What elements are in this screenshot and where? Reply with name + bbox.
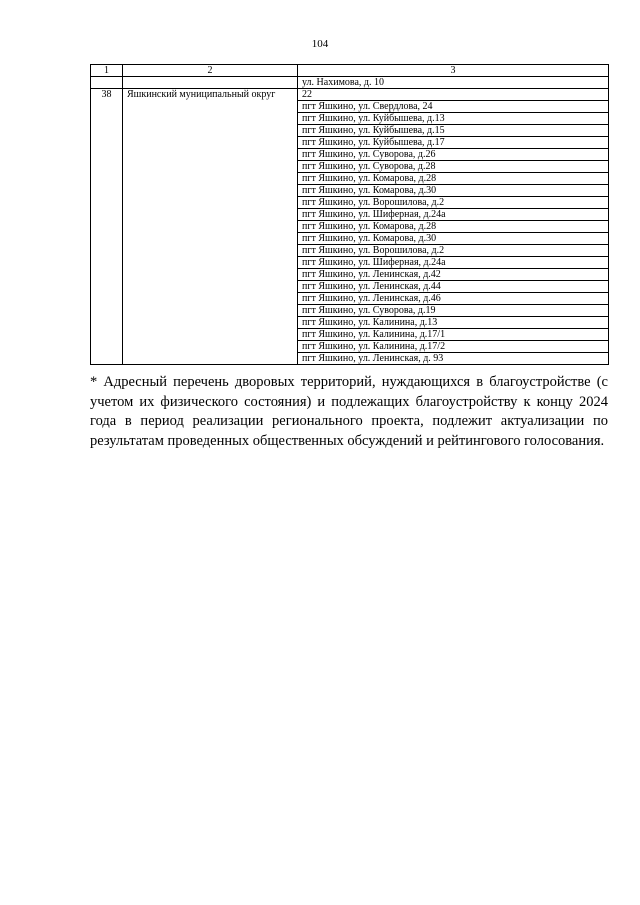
address-cell: пгт Яшкино, ул. Свердлова, 24 (298, 101, 609, 113)
address-cell: пгт Яшкино, ул. Комарова, д.28 (298, 173, 609, 185)
table-row (91, 89, 609, 101)
address-cell: пгт Яшкино, ул. Ленинская, д.42 (298, 269, 609, 281)
count-cell: 22 (298, 89, 609, 101)
row-number-cell: 38 (91, 89, 123, 365)
address-cell: пгт Яшкино, ул. Калинина, д.13 (298, 317, 609, 329)
page-number: 104 (311, 38, 329, 50)
address-cell: пгт Яшкино, ул. Калинина, д.17/2 (298, 341, 609, 353)
column-header-2: 2 (123, 65, 298, 77)
footnote: * Адресный перечень дворовых территорий, нуждающихся в благоустройстве (с учетом их физического состояния) и подлежащих благоустройству к концу 2024 года в период реализации регионального проекта, подлежит актуализации по результатам проведенных общественных обсуждений и рейтингового голосования. (90, 374, 608, 449)
address-cell: ул. Нахимова, д. 10 (298, 77, 609, 89)
address-cell: пгт Яшкино, ул. Ленинская, д. 93 (298, 353, 609, 365)
address-cell: пгт Яшкино, ул. Ленинская, д.46 (298, 293, 609, 305)
address-table (90, 64, 609, 365)
address-cell: пгт Яшкино, ул. Шиферная, д.24а (298, 257, 609, 269)
table-body (91, 65, 609, 365)
address-cell: пгт Яшкино, ул. Ворошилова, д.2 (298, 197, 609, 209)
empty-cell (91, 77, 123, 89)
table-row (91, 77, 609, 89)
address-cell: пгт Яшкино, ул. Ворошилова, д.2 (298, 245, 609, 257)
address-cell: пгт Яшкино, ул. Суворова, д.28 (298, 161, 609, 173)
address-cell: пгт Яшкино, ул. Куйбышева, д.13 (298, 113, 609, 125)
address-cell: пгт Яшкино, ул. Суворова, д.26 (298, 149, 609, 161)
address-cell: пгт Яшкино, ул. Суворова, д.19 (298, 305, 609, 317)
column-header-3: 3 (298, 65, 609, 77)
address-cell: пгт Яшкино, ул. Куйбышева, д.17 (298, 137, 609, 149)
table-header-row (91, 65, 609, 77)
empty-cell (123, 77, 298, 89)
address-cell: пгт Яшкино, ул. Комарова, д.28 (298, 221, 609, 233)
address-cell: пгт Яшкино, ул. Комарова, д.30 (298, 233, 609, 245)
address-cell: пгт Яшкино, ул. Калинина, д.17/1 (298, 329, 609, 341)
address-cell: пгт Яшкино, ул. Комарова, д.30 (298, 185, 609, 197)
address-cell: пгт Яшкино, ул. Ленинская, д.44 (298, 281, 609, 293)
column-header-1: 1 (91, 65, 123, 77)
municipality-cell: Яшкинский муниципальный округ (123, 89, 298, 365)
address-cell: пгт Яшкино, ул. Куйбышева, д.15 (298, 125, 609, 137)
address-cell: пгт Яшкино, ул. Шиферная, д.24а (298, 209, 609, 221)
